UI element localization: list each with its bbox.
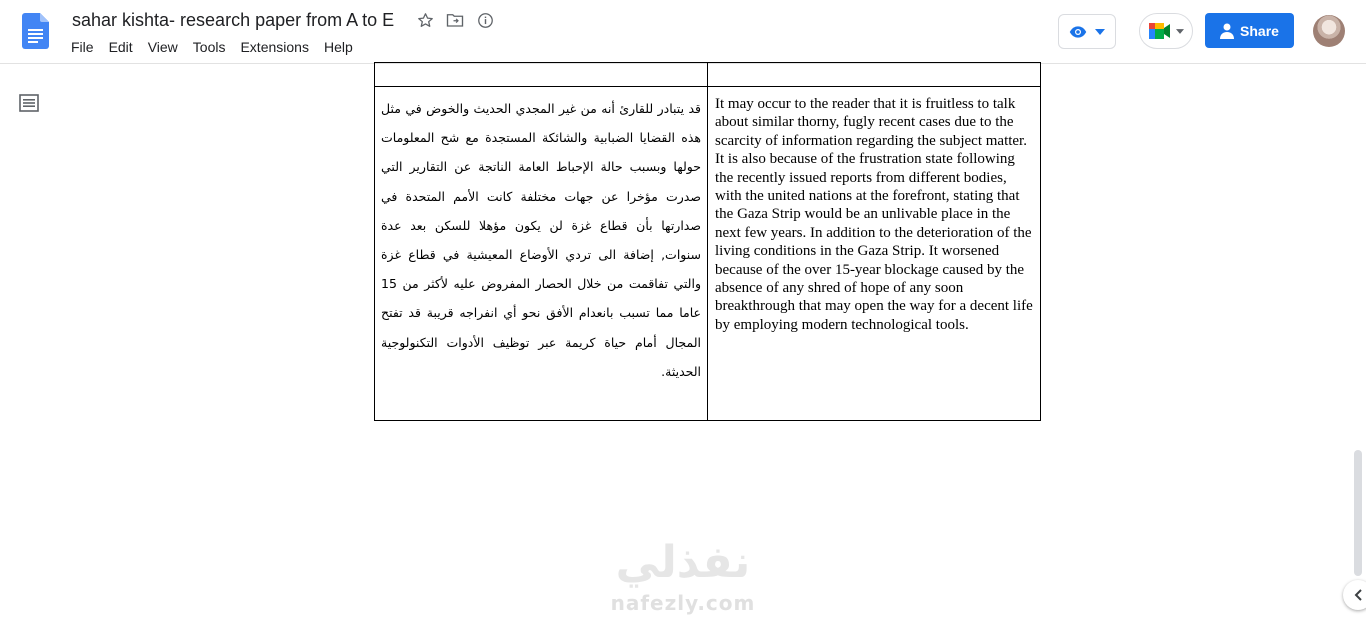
menu-file[interactable]: File xyxy=(71,39,94,55)
move-folder-icon[interactable] xyxy=(446,11,464,29)
share-button[interactable] xyxy=(1205,13,1294,48)
eye-icon xyxy=(1069,26,1087,38)
viewing-mode-button[interactable] xyxy=(1058,14,1116,49)
watermark xyxy=(598,534,768,614)
table-cell[interactable] xyxy=(375,63,708,87)
side-panel-toggle-button[interactable] xyxy=(1343,580,1366,610)
menu-view[interactable]: View xyxy=(147,39,178,55)
arabic-paragraph[interactable]: قد يتبادر للقارئ أنه من غير المجدي الحديث والخوض في مثل هذه القضايا الضبابية والشائكة المستجدة مع شح المعلومات حولها وبسبب حالة الإحباط العامة الناتجة عن التقارير التي صدرت مؤخرا عن جهات مختلفة كانت الأمم المتحدة في صدارتها بأن قطاع غزة لن يكون مؤهلا للسكن بعد عدة سنوات, إضافة الى تردي الأوضاع المعيشية في قطاع غزة والتي تفاقمت من خلال الحصار المفروض عليه لأكثر من 15 عاما مما تسبب بانعدام الأفق نحو أي انفراجه قريبة قد تفتح المجال أمام حياة كريمة عبر توظيف الأدوات التكنولوجية الحديثة. xyxy=(375,87,708,421)
meet-button[interactable] xyxy=(1139,13,1193,49)
docs-header xyxy=(0,0,1366,64)
table-cell[interactable] xyxy=(708,63,1041,87)
document-canvas xyxy=(0,64,1366,623)
account-avatar[interactable] xyxy=(1313,15,1345,47)
table-row xyxy=(375,63,1041,87)
menu-edit[interactable]: Edit xyxy=(108,39,133,55)
english-paragraph[interactable]: It may occur to the reader that it is fruitless to talk about similar thorny, fugly recent cases due to the scarcity of information regarding the subject matter. It is also because of the frustration state following the recently issued reports from different bodies, with the united nations at the forefront, stating that the Gaza Strip would be an unlivable place in the next few years. In addition to the deterioration of the living conditions in the Gaza Strip. It worsened because of the over 15-year blockage caused by the absence of any shred of hope of any soon breakthrough that may open the way for a decent life by employing modern technological tools. xyxy=(708,87,1041,421)
menu-tools[interactable]: Tools xyxy=(192,39,226,55)
person-icon xyxy=(1220,23,1234,39)
chevron-left-icon xyxy=(1354,589,1362,601)
document-status-icon[interactable] xyxy=(476,11,494,29)
caret-down-icon xyxy=(1095,29,1105,35)
watermark-latin: nafezly.com xyxy=(610,591,756,615)
scrollbar-thumb[interactable] xyxy=(1354,450,1362,576)
google-meet-icon xyxy=(1148,21,1172,41)
watermark-arabic: نفذلي xyxy=(615,537,751,588)
share-label: Share xyxy=(1240,22,1279,39)
document-title[interactable]: sahar kishta- research paper from A to E xyxy=(72,10,395,30)
star-icon[interactable] xyxy=(416,11,434,29)
table-row xyxy=(375,87,1041,421)
caret-down-icon xyxy=(1176,29,1184,34)
menu-extensions[interactable]: Extensions xyxy=(240,39,309,55)
document-outline-icon[interactable] xyxy=(19,94,39,112)
title-actions xyxy=(416,11,494,29)
menu-bar xyxy=(71,39,368,55)
docs-logo-icon[interactable] xyxy=(22,13,49,49)
menu-help[interactable]: Help xyxy=(323,39,353,55)
bilingual-table xyxy=(374,62,1041,421)
